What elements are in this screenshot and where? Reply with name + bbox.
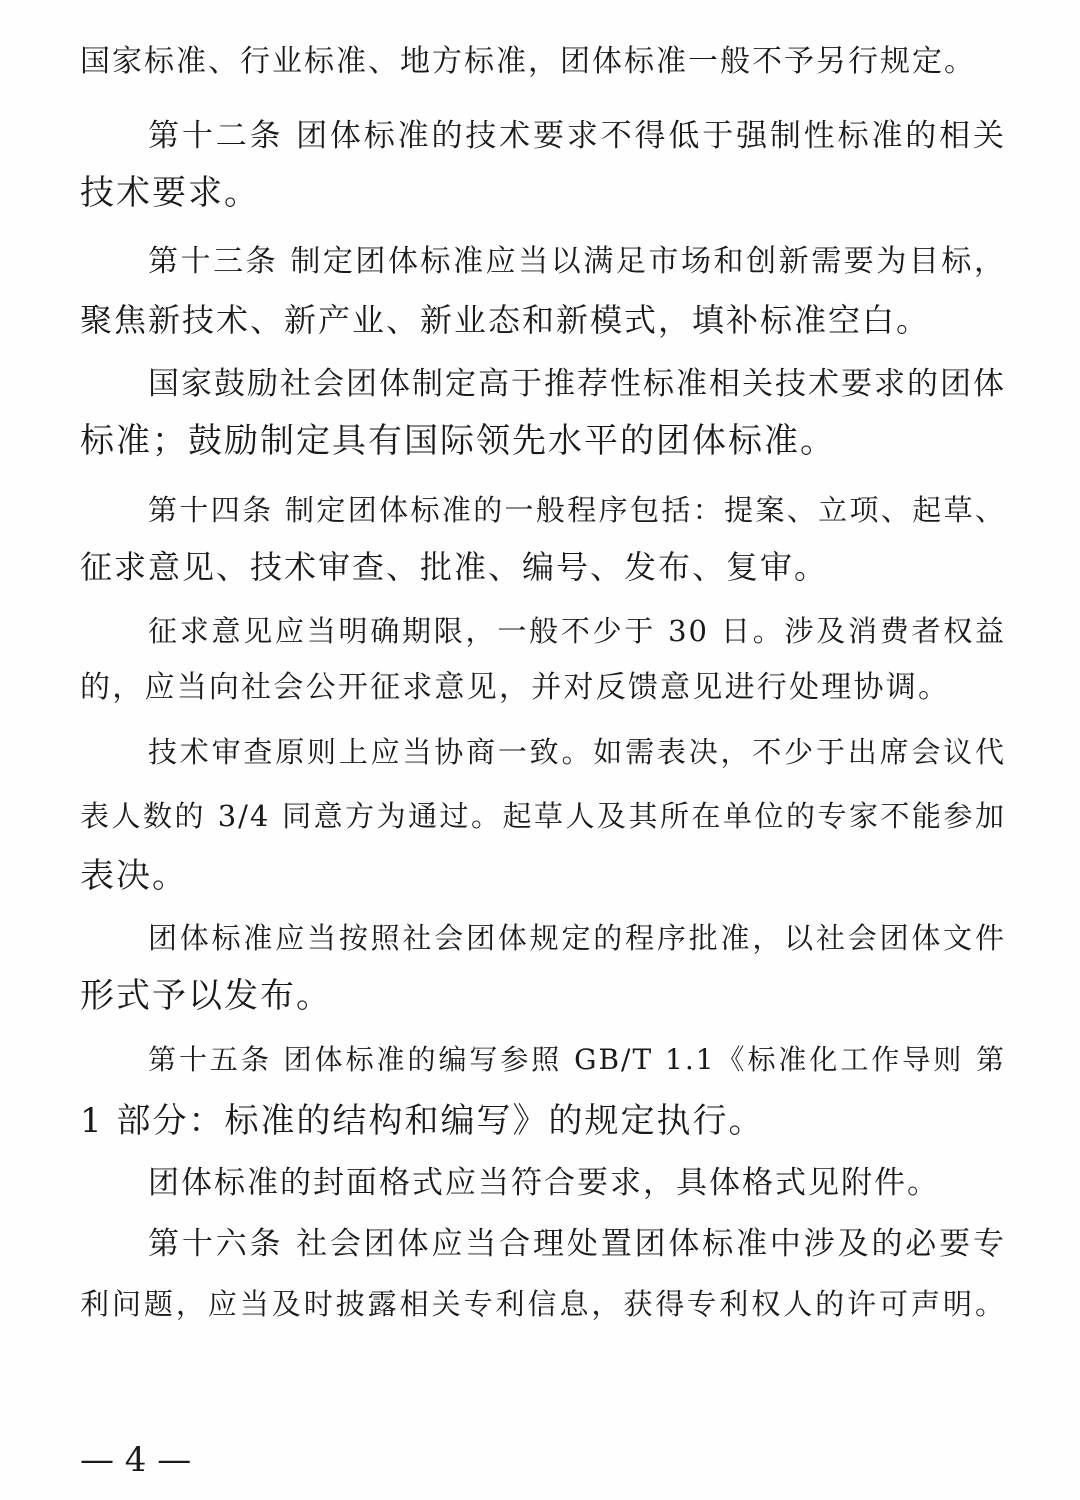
text-line-6: 国家鼓励社会团体制定高于推荐性标准相关技术要求的团体 bbox=[148, 366, 1006, 402]
text-line-12: 技术审查原则上应当协商一致。如需表决，不少于出席会议代 bbox=[148, 735, 1006, 769]
text-line-18: 1 部分：标准的结构和编写》的规定执行。 bbox=[80, 1101, 765, 1141]
text-line-15: 团体标准应当按照社会团体规定的程序批准，以社会团体文件 bbox=[148, 921, 1006, 955]
text-line-5: 聚焦新技术、新产业、新业态和新模式，填补标准空白。 bbox=[80, 301, 931, 339]
text-line-20: 第十六条 社会团体应当合理处置团体标准中涉及的必要专 bbox=[148, 1226, 1006, 1262]
text-line-8: 第十四条 制定团体标准的一般程序包括：提案、立项、起草、 bbox=[148, 493, 1006, 527]
text-line-9: 征求意见、技术审查、批准、编号、发布、复审。 bbox=[80, 548, 829, 586]
text-line-16: 形式予以发布。 bbox=[80, 976, 332, 1016]
text-line-14: 表决。 bbox=[80, 856, 188, 896]
text-line-19: 团体标准的封面格式应当符合要求，具体格式见附件。 bbox=[148, 1165, 940, 1201]
text-line-21: 利问题，应当及时披露相关专利信息，获得专利权人的许可声明。 bbox=[80, 1287, 1006, 1321]
text-line-2: 第十二条 团体标准的技术要求不得低于强制性标准的相关 bbox=[148, 118, 1006, 154]
text-line-3: 技术要求。 bbox=[80, 173, 260, 213]
text-line-13: 表人数的 3/4 同意方为通过。起草人及其所在单位的专家不能参加 bbox=[80, 799, 1006, 833]
text-line-10: 征求意见应当明确期限，一般不少于 30 日。涉及消费者权益 bbox=[148, 614, 1006, 648]
text-line-7: 标准；鼓励制定具有国际领先水平的团体标准。 bbox=[80, 421, 836, 461]
text-line-17: 第十五条 团体标准的编写参照 GB/T 1.1《标准化工作导则 第 bbox=[148, 1043, 1006, 1076]
text-line-1: 国家标准、行业标准、地方标准，团体标准一般不予另行规定。 bbox=[80, 44, 976, 79]
page-number: — 4 — bbox=[80, 1440, 192, 1480]
text-line-4: 第十三条 制定团体标准应当以满足市场和创新需要为目标， bbox=[148, 244, 1006, 279]
text-line-11: 的，应当向社会公开征求意见，并对反馈意见进行处理协调。 bbox=[80, 670, 950, 705]
